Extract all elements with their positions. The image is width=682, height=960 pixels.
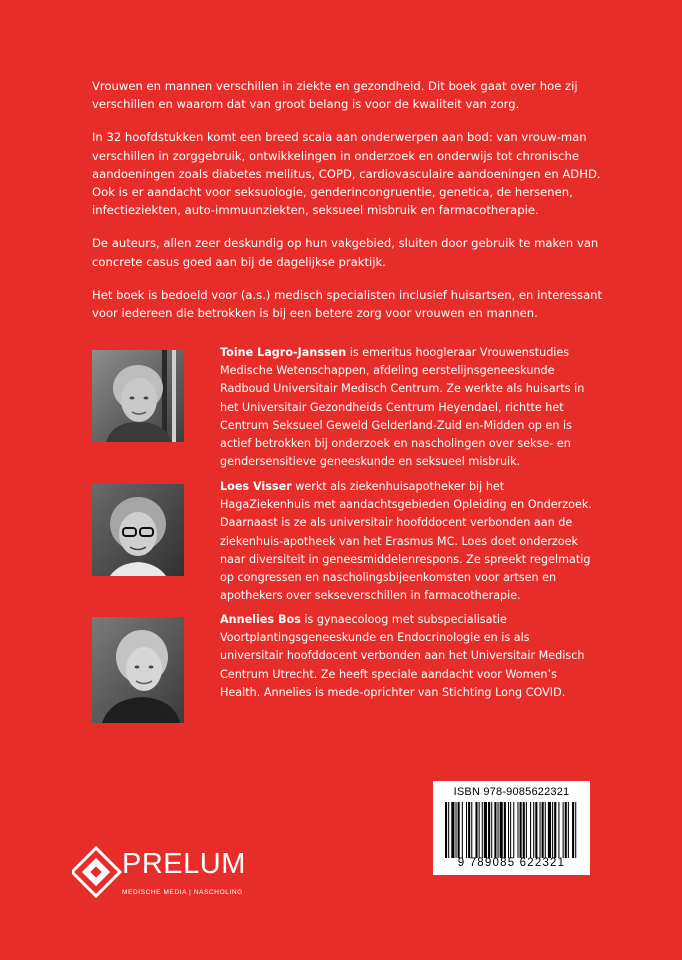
isbn-digits: 9 789085 622321 xyxy=(457,857,566,869)
prelum-logo xyxy=(72,845,246,909)
author-name-loes: Loes Visser xyxy=(220,480,292,493)
isbn-barcode-box xyxy=(433,781,590,875)
author-bio-toine: is emeritus hoogleraar Vrouwenstudies Medische Wetenschappen, afdeling eerstelijnsgeneeskunde Radboud Universitair Medisch Centrum. Ze werkte als huisarts in het Universitair Gezondheids Centrum Heyendael, richtte het Centrum Seksueel Geweld Gelderland-Zuid en-Midden op en is actief betrokken bij onderzoek en nascholingen over sekse- en gendersensitieve geneeskunde en seksueel misbruik. xyxy=(220,346,585,469)
intro-text xyxy=(92,77,612,337)
isbn-label: ISBN 978-9085622321 xyxy=(453,786,570,798)
prelum-logo-icon xyxy=(72,845,122,905)
logo-wordmark: PRELUM xyxy=(122,848,246,880)
author-photo-annelies xyxy=(92,617,184,723)
barcode-icon xyxy=(445,802,578,858)
author-photo-loes xyxy=(92,484,184,576)
logo-tagline: MEDISCHE MEDIA | NASCHOLING xyxy=(122,889,243,896)
intro-paragraph-2: In 32 hoofdstukken komt een breed scala aan onderwerpen aan bod: van vrouw-man verschillen in zorggebruik, ontwikkelingen in onderzoek en onderwijs tot chronische aandoeningen zoals diabetes mellitus, COPD, cardiovasculaire aandoeningen en ADHD. Ook is er aandacht voor seksuologie, genderincongruentie, genetica, de hersenen, infectieziekten, auto-immuunziekten, seksueel misbruik en farmacotherapie. xyxy=(92,130,601,218)
author-bio-annelies: is gynaecoloog met subspecialisatie Voortplantingsgeneeskunde en Endocrinologie en is als universitair hoofddocent verbonden aan het Universitair Medisch Centrum Utrecht. Ze heeft speciale aandacht voor Women’s Health. Annelies is mede-oprichter van Stichting Long COVID. xyxy=(220,613,585,699)
author-bio-loes: werkt als ziekenhuisapotheker bij het HagaZiekenhuis met aandachtsgebieden Opleiding en Onderzoek. Daarnaast is ze als universitair hoofddocent verbonden aan de ziekenhuis-apotheek van het Erasmus MC. Loes doet onderzoek naar diversiteit in geneesmiddelenrespons. Ze spreekt regelmatig op congressen en nascholingsbijeenkomsten voor artsen en apothekers over sekseverschillen in farmacotherapie. xyxy=(220,480,592,603)
author-name-toine: Toine Lagro-Janssen xyxy=(220,346,347,359)
author-photo-toine xyxy=(92,350,184,442)
author-name-annelies: Annelies Bos xyxy=(220,613,301,626)
intro-paragraph-1: Vrouwen en mannen verschillen in ziekte en gezondheid. Dit boek gaat over hoe zij verschillen en waarom dat van groot belang is voor de kwaliteit van zorg. xyxy=(92,79,578,112)
intro-paragraph-4: Het boek is bedoeld voor (a.s.) medisch specialisten inclusief huisartsen, en interessant voor iedereen die betrokken is bij een betere zorg voor vrouwen en mannen. xyxy=(92,287,603,321)
intro-paragraph-3: De auteurs, allen zeer deskundig op hun vakgebied, sluiten door gebruik te maken van concrete casus goed aan bij de dagelijkse praktijk. xyxy=(92,236,599,269)
